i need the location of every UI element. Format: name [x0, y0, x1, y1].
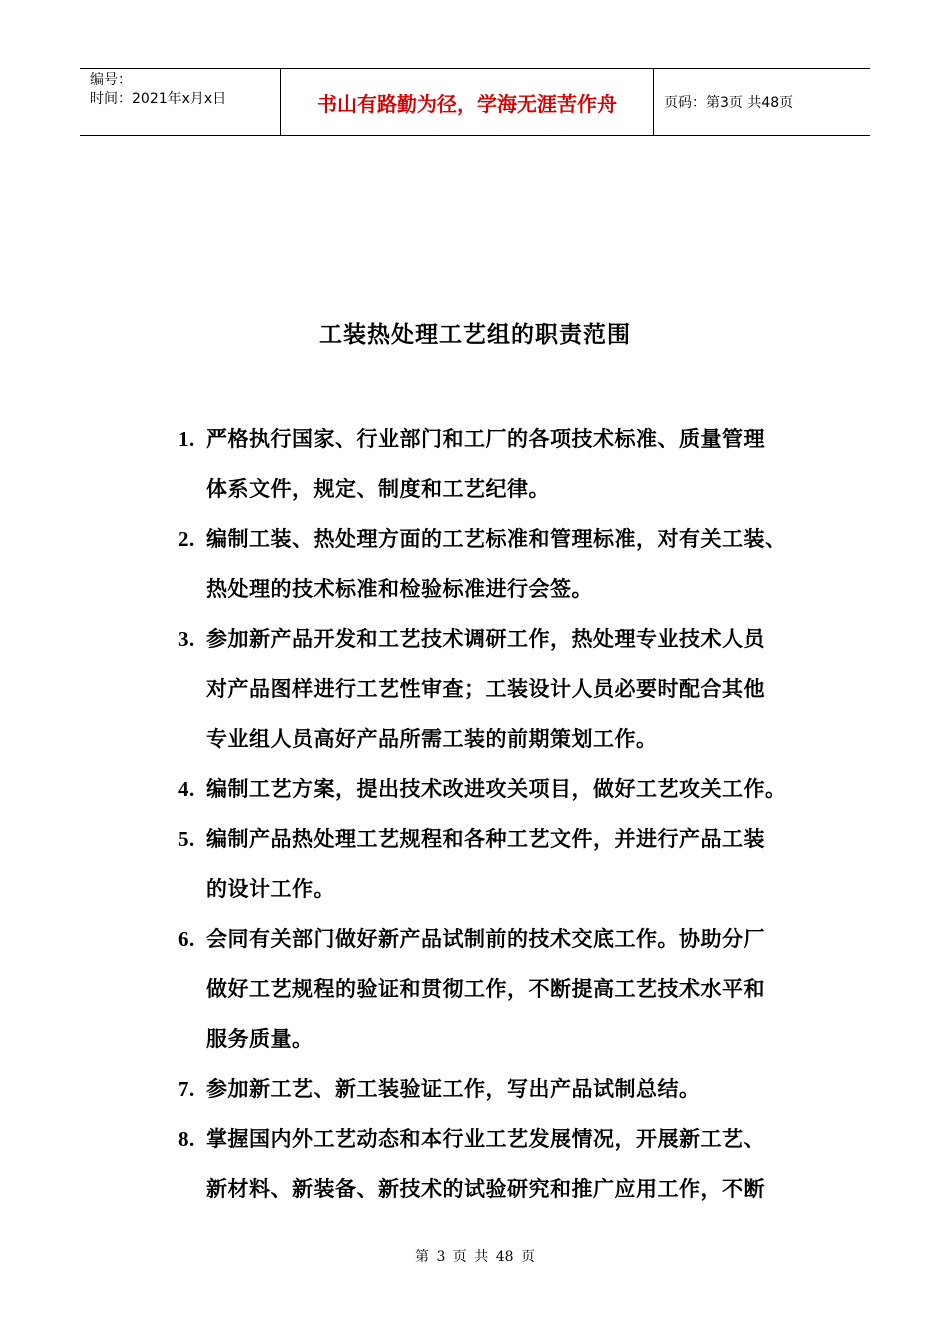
list-item-line: 参加新产品开发和工艺技术调研工作，热处理专业技术人员: [206, 626, 765, 651]
list-item-line: 体系文件，规定、制度和工艺纪律。: [206, 476, 550, 501]
header-time-label: 时间：2021年x月x日: [90, 91, 227, 107]
document-title: 工装热处理工艺组的职责范围: [319, 321, 631, 348]
list-item-line: 服务质量。: [206, 1026, 314, 1051]
header-number-label: 编号：: [90, 72, 132, 88]
list-item-line: 专业组人员高好产品所需工装的前期策划工作。: [206, 726, 658, 751]
responsibility-list: [178, 414, 828, 1214]
list-item-number: 6.: [178, 927, 195, 951]
list-item-line: 对产品图样进行工艺性审查；工装设计人员必要时配合其他: [206, 676, 765, 701]
list-item: [178, 914, 828, 1064]
list-item-line: 编制工装、热处理方面的工艺标准和管理标准，对有关工装、: [206, 526, 787, 551]
list-item-line: 掌握国内外工艺动态和本行业工艺发展情况，开展新工艺、: [206, 1126, 765, 1151]
list-item: [178, 1114, 828, 1214]
header-meta-cell: [80, 69, 281, 135]
list-item-line: 热处理的技术标准和检验标准进行会签。: [206, 576, 593, 601]
list-item: [178, 1064, 828, 1114]
list-item-line: 会同有关部门做好新产品试制前的技术交底工作。协助分厂: [206, 926, 765, 951]
document-header: [80, 68, 870, 136]
list-item: [178, 814, 828, 914]
list-item-number: 4.: [178, 777, 195, 801]
header-page-label: 页码：第3页 共48页: [664, 95, 794, 111]
list-item-line: 编制工艺方案，提出技术改进攻关项目，做好工艺攻关工作。: [206, 776, 787, 801]
list-item-number: 5.: [178, 827, 195, 851]
header-motto: 书山有路勤为径，学海无涯苦作舟: [281, 69, 654, 135]
list-item-line: 编制产品热处理工艺规程和各种工艺文件，并进行产品工装: [206, 826, 765, 851]
list-item-number: 8.: [178, 1127, 195, 1151]
list-item-line: 的设计工作。: [206, 876, 335, 901]
page-footer: 第 3 页 共 48 页: [415, 1249, 535, 1265]
list-item: [178, 414, 828, 514]
list-item-number: 3.: [178, 627, 195, 651]
list-item: [178, 514, 828, 614]
list-item-line: 做好工艺规程的验证和贯彻工作，不断提高工艺技术水平和: [206, 976, 765, 1001]
list-item-number: 2.: [178, 527, 195, 551]
list-item: [178, 764, 828, 814]
list-item-number: 7.: [178, 1077, 195, 1101]
list-item: [178, 614, 828, 764]
list-item-number: 1.: [178, 427, 195, 451]
list-item-line: 参加新工艺、新工装验证工作，写出产品试制总结。: [206, 1076, 701, 1101]
list-item-line: 严格执行国家、行业部门和工厂的各项技术标准、质量管理: [206, 426, 765, 451]
list-item-line: 新材料、新装备、新技术的试验研究和推广应用工作，不断: [206, 1176, 765, 1201]
